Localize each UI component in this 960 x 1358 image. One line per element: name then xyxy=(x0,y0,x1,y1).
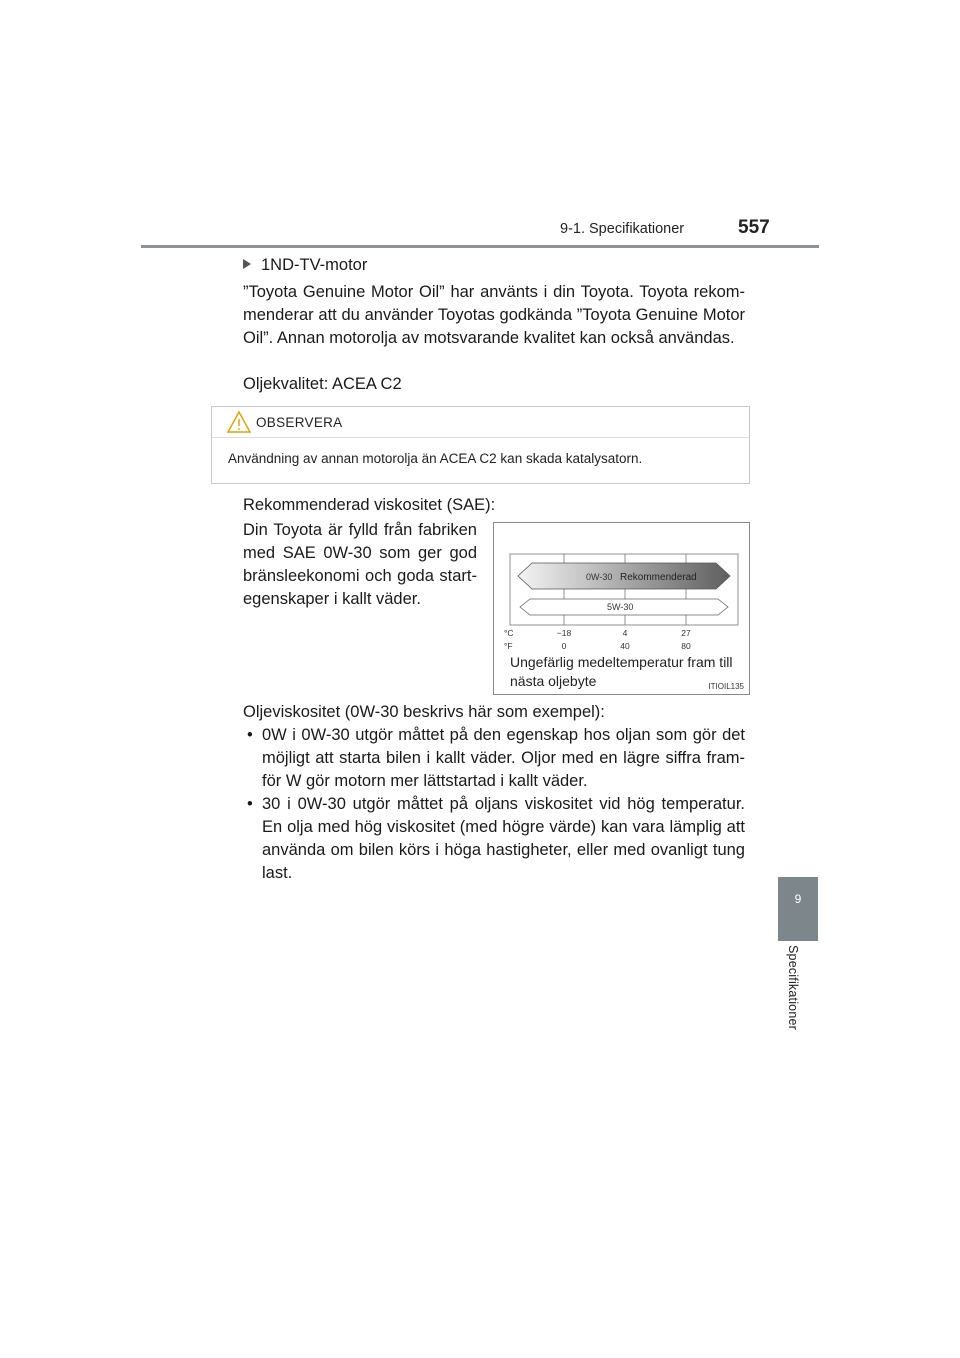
list-item: • 0W i 0W-30 utgör måttet på den egenskap hos oljan som gör det möjligt att starta bilen i kallt väder. Oljor med en lägre siffra framför W gör motorn mer lättstartad i kallt väder. xyxy=(243,724,745,793)
explain-heading: Oljeviskositet (0W-30 beskrivs här som exempel): xyxy=(243,703,605,721)
tick-f-2: 40 xyxy=(620,641,630,651)
triangle-bullet-icon xyxy=(243,259,251,269)
tick-f-1: 0 xyxy=(561,641,567,651)
oil-quality: Oljekvalitet: ACEA C2 xyxy=(243,375,402,393)
intro-paragraph: ”Toyota Genuine Motor Oil” har använts i din Toyota. Toyota rekommenderar att du använder Toyotas godkända ”Toyota Genuine Motor Oil”. Annan motorolja av motsvarande kvalitet kan också användas. xyxy=(243,283,745,347)
caution-text: Användning av annan motorolja än ACEA C2 kan skada katalysatorn. xyxy=(228,451,643,466)
chapter-tab-text: Specifikationer xyxy=(786,945,800,1030)
caution-box xyxy=(211,406,750,484)
viscosity-paragraph: Din Toyota är fylld från fabriken med SAE 0W-30 som ger god bränsleekonomi och goda startegenskaper i kallt väder. xyxy=(243,521,477,608)
page-number: 557 xyxy=(738,217,770,238)
chapter-tab-number: 9 xyxy=(778,877,818,941)
unit-celsius: °C xyxy=(504,628,514,638)
caution-title: OBSERVERA xyxy=(256,415,343,430)
tick-c-2: 4 xyxy=(622,628,628,638)
explain-list xyxy=(243,724,745,885)
tick-f-3: 80 xyxy=(681,641,691,651)
engine-heading-text: 1ND-TV-motor xyxy=(261,256,368,274)
section-title: 9-1. Specifikationer xyxy=(560,221,685,237)
list-item: • 30 i 0W-30 utgör måttet på oljans viskositet vid hög temperatur. En olja med hög viskositet (med högre värde) kan vara lämplig att använda om bilen körs i höga hastigheter, eller med ovanligt tung last. xyxy=(243,793,745,885)
viscosity-heading: Rekommenderad viskositet (SAE): xyxy=(243,496,496,514)
figure-code: ITIOIL135 xyxy=(708,682,744,691)
arrow2-grade: 5W-30 xyxy=(607,602,634,612)
tick-c-1: −18 xyxy=(556,628,572,638)
arrow1-label: Rekommenderad xyxy=(620,572,697,583)
warning-triangle-icon xyxy=(226,410,252,434)
chapter-tab-label xyxy=(778,941,818,1041)
engine-heading xyxy=(243,254,367,277)
unit-fahrenheit: °F xyxy=(504,641,513,651)
viscosity-figure xyxy=(493,522,750,695)
figure-caption: Ungefärlig medeltemperatur fram till nästa oljebyte xyxy=(510,654,733,689)
caution-header xyxy=(212,407,749,438)
tick-c-3: 27 xyxy=(681,628,691,638)
header-divider xyxy=(141,245,819,248)
arrow1-grade: 0W-30 xyxy=(586,572,613,582)
